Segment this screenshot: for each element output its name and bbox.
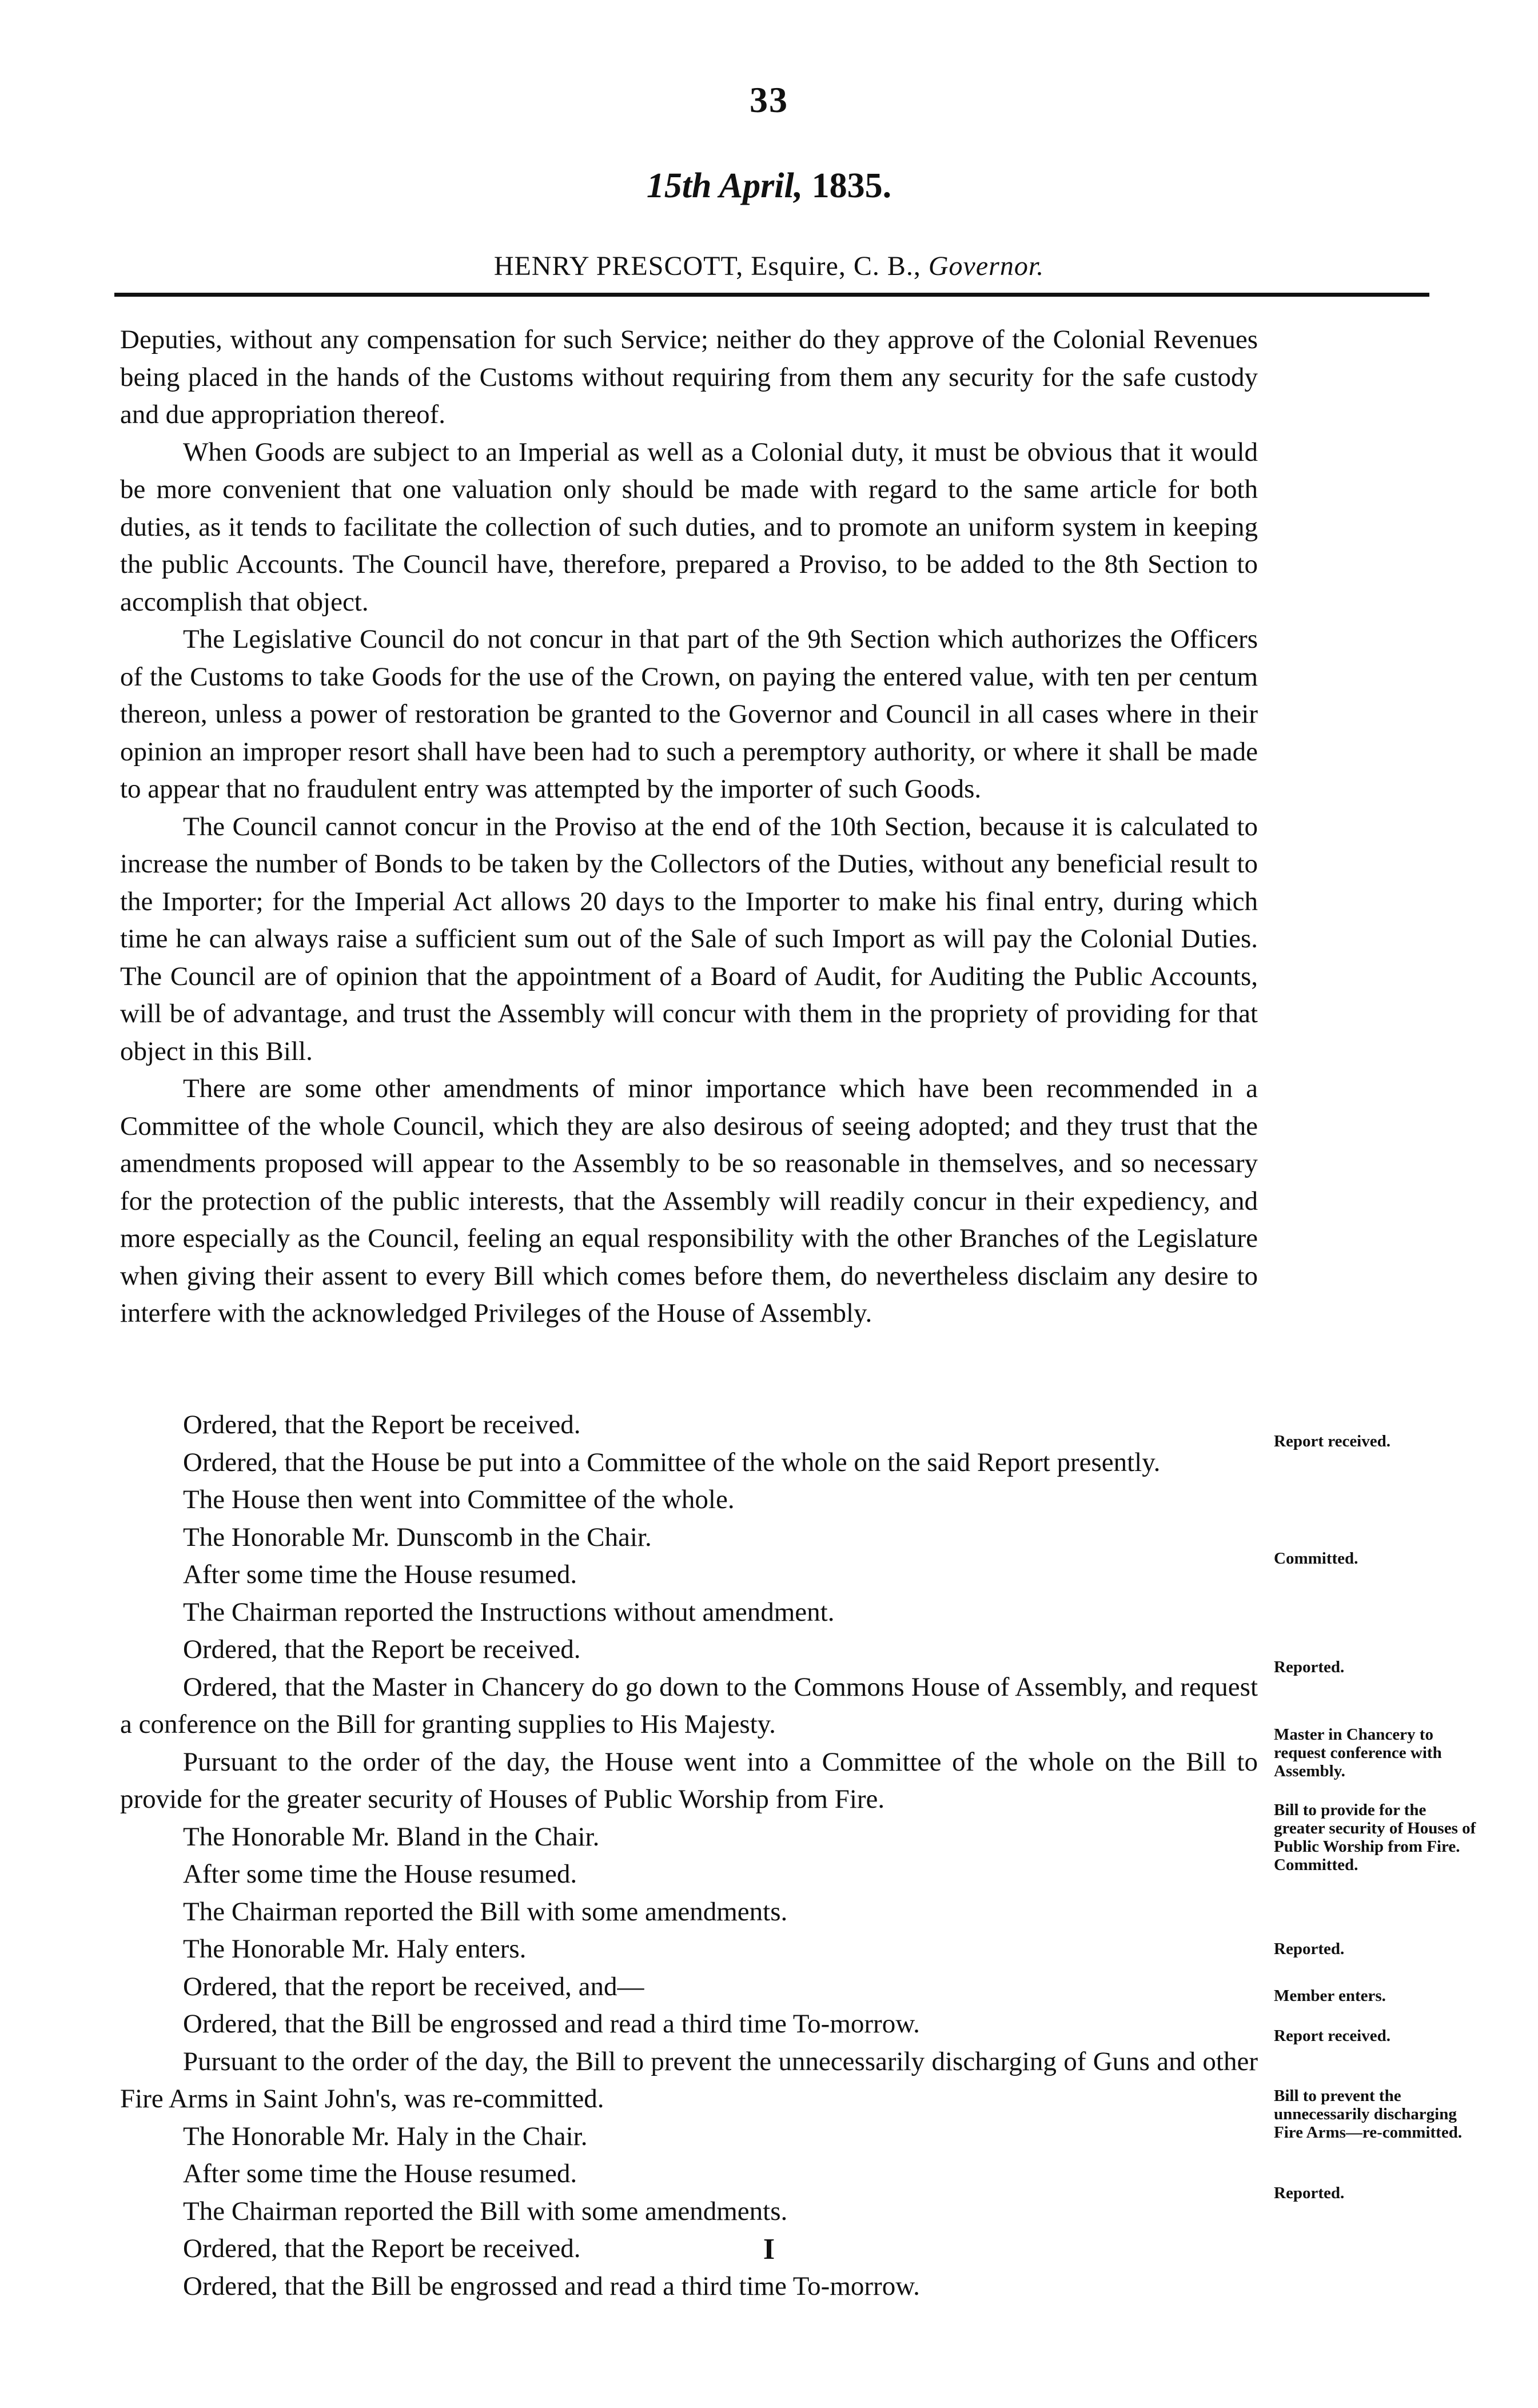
body-paragraph: When Goods are subject to an Imperial as well as a Colonial duty, it must be obvious that it would be more convenient that one valuation only should be made with regard to the same article for both duties, as it tends to facilitate the collection of such duties, and to promote an uniform system in keeping the public Accounts. The Council have, therefore, prepared a Proviso, to be added to the 8th Section to accomplish that object. <box>120 437 1258 617</box>
signature-mark: I <box>763 2233 775 2266</box>
margin-note-reported: Reported. <box>1274 2184 1345 2202</box>
margin-note-fire-arms-bill: Bill to prevent the unnecessarily discharging Fire Arms—re-committed. <box>1274 2087 1463 2142</box>
proceeding-entry: After some time the House resumed. <box>183 1859 577 1889</box>
margin-note-member-enters: Member enters. <box>1274 1987 1386 2005</box>
body-paragraph: Deputies, without any compensation for such Service; neither do they approve of the Colonial Revenues being placed in the hands of the Customs without requiring from them any security for the safe custody and due appropriation thereof. <box>120 325 1258 429</box>
proceeding-entry: The Honorable Mr. Dunscomb in the Chair. <box>183 1522 652 1552</box>
proceedings-list <box>120 1406 1258 2305</box>
governor-title: Governor. <box>928 251 1045 281</box>
body-paragraph: There are some other amendments of minor importance which have been recommended in a Committee of the whole Council, which they are also desirous of seeing adopted; and they trust that the amendments proposed will appear to the Assembly to be so reasonable in themselves, and so necessary for the protection of the public interests, that the Assembly will readily concur in their expediency, and more especially as the Council, feeling an equal responsibility with the other Branches of the Legislature when giving their assent to every Bill which comes before them, do nevertheless disclaim any desire to interfere with the acknowledged Privileges of the House of Assembly. <box>120 1074 1258 1328</box>
proceeding-entry: Pursuant to the order of the day, the Bill to prevent the unnecessarily discharging of Guns and other Fire Arms in Saint John's, was re-committed. <box>120 2046 1258 2114</box>
proceeding-entry: After some time the House resumed. <box>183 1560 577 1589</box>
governor-line <box>0 250 1538 282</box>
margin-note-public-worship-bill: Bill to provide for the greater security of Houses of Public Worship from Fire. Committed. <box>1274 1801 1476 1874</box>
proceeding-entry: Ordered, that the Report be received. <box>183 1410 581 1440</box>
page-date <box>0 166 1538 206</box>
proceeding-entry: The Chairman reported the Bill with some amendments. <box>183 2196 788 2226</box>
report-body <box>120 321 1258 1333</box>
margin-note-master-chancery: Master in Chancery to request conference with Assembly. <box>1274 1725 1442 1780</box>
proceeding-entry: The House then went into Committee of the whole. <box>183 1485 735 1514</box>
proceeding-entry: Ordered, that the Bill be engrossed and read a third time To-morrow. <box>183 2271 920 2301</box>
margin-note-report-received: Report received. <box>1274 2027 1390 2045</box>
proceeding-entry: Ordered, that the Report be received. <box>183 2234 581 2263</box>
proceeding-entry: Ordered, that the House be put into a Committee of the whole on the said Report presently. <box>183 1447 1161 1477</box>
date-year: 1835. <box>803 166 892 205</box>
governor-name: HENRY PRESCOTT, Esquire, C. B., <box>493 251 929 281</box>
date-day-month: 15th April, <box>646 166 803 205</box>
proceeding-entry: Ordered, that the report be received, and— <box>183 1971 644 2002</box>
proceeding-entry: Ordered, that the Report be received. <box>183 1634 581 1664</box>
proceeding-entry: Pursuant to the order of the day, the House went into a Committee of the whole on the Bill to provide for the greater security of Houses of Public Worship from Fire. <box>120 1747 1258 1814</box>
proceeding-entry: The Chairman reported the Instructions without amendment. <box>183 1597 835 1627</box>
proceeding-entry: The Honorable Mr. Bland in the Chair. <box>183 1821 600 1852</box>
margin-note-committed: Committed. <box>1274 1549 1358 1568</box>
proceeding-entry: After some time the House resumed. <box>183 2159 577 2188</box>
margin-note-reported: Reported. <box>1274 1940 1345 1958</box>
proceeding-entry: The Chairman reported the Bill with some amendments. <box>183 1896 788 1927</box>
proceeding-entry: Ordered, that the Master in Chancery do go down to the Commons House of Assembly, and request a conference on the Bill for granting supplies to His Majesty. <box>120 1672 1258 1739</box>
margin-note-reported: Reported. <box>1274 1658 1345 1676</box>
body-paragraph: The Legislative Council do not concur in that part of the 9th Section which authorizes the Officers of the Customs to take Goods for the use of the Crown, on paying the entered value, with ten per centum thereon, unless a power of restoration be granted to the Governor and Council in all cases where in their opinion an improper resort shall have been had to such a peremptory authority, or where it shall be made to appear that no fraudulent entry was attempted by the importer of such Goods. <box>120 624 1258 804</box>
proceeding-entry: Ordered, that the Bill be engrossed and read a third time To-morrow. <box>183 2009 920 2039</box>
proceeding-entry: The Honorable Mr. Haly in the Chair. <box>183 2121 588 2151</box>
body-paragraph: The Council cannot concur in the Proviso at the end of the 10th Section, because it is calculated to increase the number of Bonds to be taken by the Collectors of the Duties, without any beneficial result to the Importer; for the Imperial Act allows 20 days to the Importer to make his final entry, during which time he can always raise a sufficient sum out of the Sale of such Import as will pay the Colonial Duties. The Council are of opinion that the appointment of a Board of Audit, for Auditing the Public Accounts, will be of advantage, and trust the Assembly will concur with them in the propriety of providing for that object in this Bill. <box>120 811 1258 1066</box>
proceeding-entry: The Honorable Mr. Haly enters. <box>183 1934 527 1964</box>
page-number: 33 <box>750 79 788 120</box>
header-rule <box>114 293 1429 297</box>
margin-note-report-received: Report received. <box>1274 1432 1390 1450</box>
